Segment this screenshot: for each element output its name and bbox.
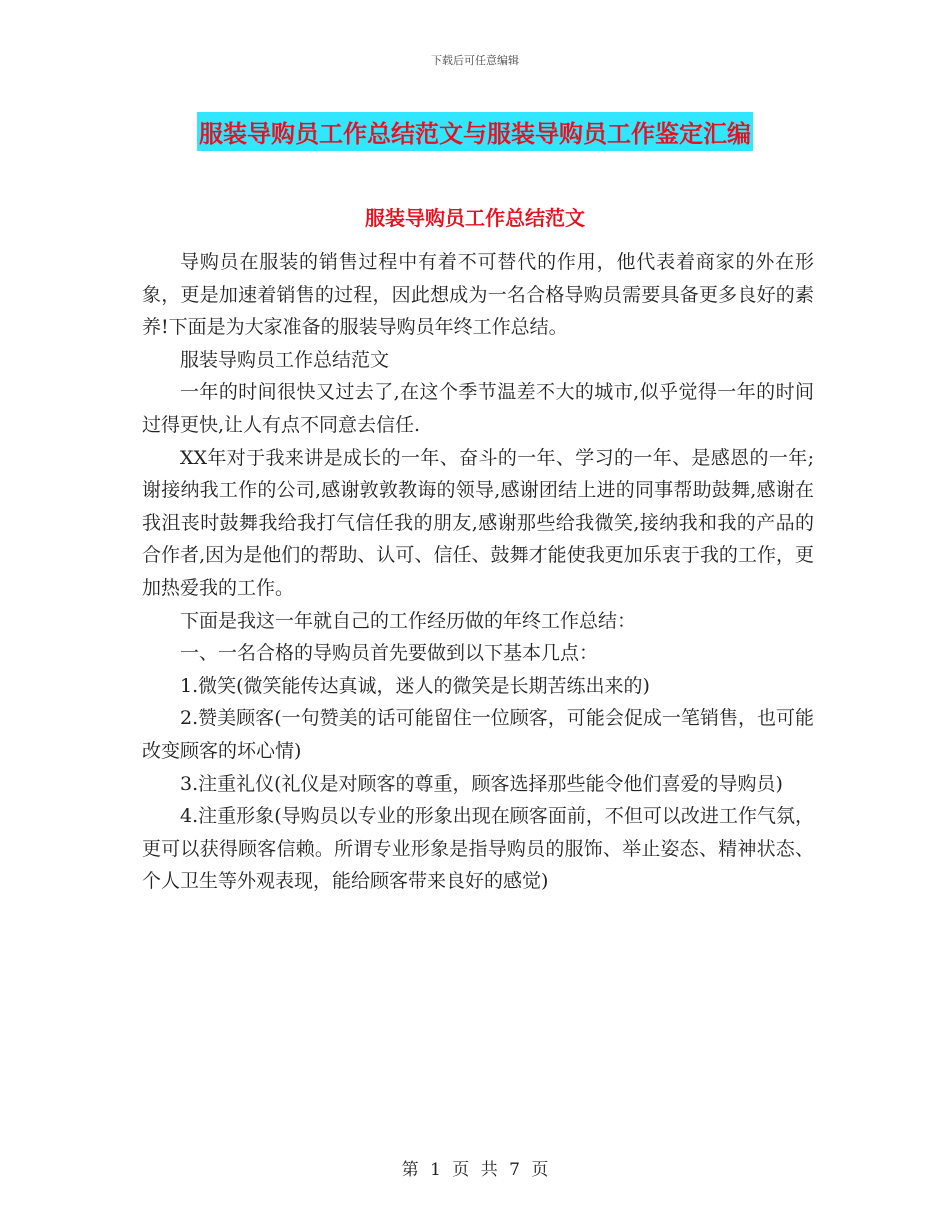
title-container [0,112,950,151]
paragraph: 4.注重形象(导购员以专业的形象出现在顾客面前，不但可以改进工作气氛，更可以获得顾客信赖。所谓专业形象是指导购员的服饰、举止姿态、精神状态、个人卫生等外观表现，能给顾客带来良好的感觉) [142,805,814,893]
page-footer: 第 1 页 共 7 页 [401,1160,549,1180]
section-title: 服装导购员工作总结范文 [365,206,585,230]
document-title: 服装导购员工作总结范文与服装导购员工作鉴定汇编 [197,112,753,151]
page-header: 下载后可任意编辑 [431,54,519,67]
paragraph: 1.微笑(微笑能传达真诚，迷人的微笑是长期苦练出来的) [180,674,650,697]
paragraph: 3.注重礼仪(礼仪是对顾客的尊重，顾客选择那些能令他们喜爱的导购员) [180,772,783,795]
body-text [142,246,814,898]
paragraph: 导购员在服装的销售过程中有着不可替代的作用，他代表着商家的外在形象，更是加速着销售的过程，因此想成为一名合格导购员需要具备更多良好的素养!下面是为大家准备的服装导购员年终工作总结。 [142,251,814,339]
paragraph: 下面是我这一年就自己的工作经历做的年终工作总结： [180,609,637,632]
paragraph: 一、一名合格的导购员首先要做到以下基本几点： [180,642,599,665]
paragraph: XX年对于我来讲是成长的一年、奋斗的一年、学习的一年、是感恩的一年;谢接纳我工作的公司,感谢敦敦教诲的领导,感谢团结上进的同事帮助鼓舞,感谢在我沮丧时鼓舞我给我打气信任我的朋友,感谢那些给我微笑,接纳我和我的产品的合作者,因为是他们的帮助、认可、信任、鼓舞才能使我更加乐衷于我的工作，更加热爱我的工作。 [142,446,814,599]
paragraph: 一年的时间很快又过去了,在这个季节温差不大的城市,似乎觉得一年的时间过得更快,让人有点不同意去信任. [142,381,814,436]
paragraph: 服装导购员工作总结范文 [180,348,390,371]
paragraph: 2.赞美顾客(一句赞美的话可能留住一位顾客，可能会促成一笔销售，也可能改变顾客的坏心情) [142,707,814,762]
